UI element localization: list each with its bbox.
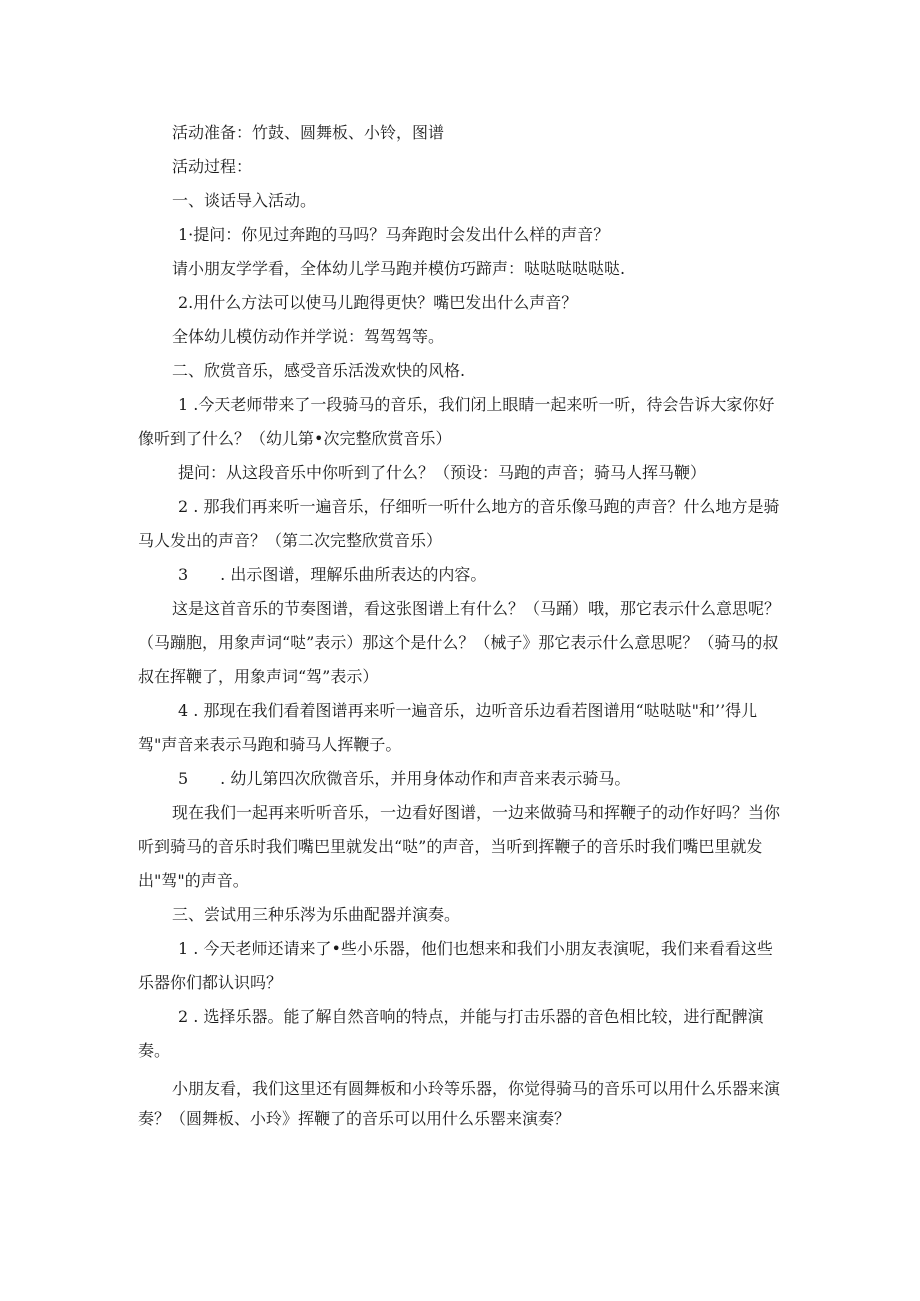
paragraph-2-3: 3 . 出示图谱，理解乐曲所表达的内容。 [178,565,487,584]
paragraph-2-3-detail: 这是这首音乐的节奏图谱，看这张图谱上有什么？（马踊）哦，那它表示什么意思呢？（马蹦胞，用象声词“哒”表示）那这个是什么？（械子》那它表示什么意思呢？（骑马的叔叔在挥鞭了，用象声词“驾”表示） [138,599,781,686]
document-body [138,116,788,1134]
paragraph-activity-preparation: 活动准备：竹鼓、圆舞板、小铃，图谱 [172,123,445,142]
paragraph-2-1: 1 .今天老师带来了一段骑马的音乐，我们闭上眼睛一起来听一听，待会告诉大家你好像听到了什么？（幼儿第•次完整欣赏音乐） [138,395,775,448]
paragraph-2-5-detail: 现在我们一起再来听听音乐，一边看好图谱，一边来做骑马和挥鞭子的动作好吗？当你听到骑马的音乐时我们嘴巴里就发出“哒”的声音，当听到挥鞭子的音乐时我们嘴巴里就发出"驾"的声音。 [138,803,781,890]
paragraph-3-2: 2 . 选择乐器。能了解自然音响的特点，并能与打击乐器的音色相比较，进行配髀演奏。 [138,1007,764,1060]
paragraph-1-2-detail: 全体幼儿模仿动作并学说：驾驾驾等。 [172,327,445,346]
paragraph-2-5: 5 . 幼儿第四次欣微音乐，并用身体动作和声音来表示骑马。 [178,769,631,788]
paragraph-activity-process: 活动过程： [172,157,253,176]
paragraph-3-1: 1 . 今天老师还请来了•些小乐器，他们也想来和我们小朋友表演呢，我们来看看这些乐器你们都认识吗？ [138,939,773,992]
paragraph-2-1-question: 提问：从这段音乐中你听到了什么？（预设：马跑的声音；骑马人挥马鞭） [178,463,707,482]
heading-section-3: 三、尝试用三种乐涔为乐曲配器并演奏。 [172,905,461,924]
heading-section-2: 二、欣赏音乐，感受音乐活泼欢快的风格. [172,361,466,380]
paragraph-3-2-detail: 小朋友看，我们这里还有圆舞板和小玲等乐器，你觉得骑马的音乐可以用什么乐器来演奏？（圆舞板、小玲》挥鞭了的音乐可以用什么乐罂来演奏？ [138,1079,781,1128]
paragraph-2-2: 2 . 那我们再来听一遍音乐，仔细听一听什么地方的音乐像马跑的声音？什么地方是骑马人发出的声音？（第二次完整欣赏音乐） [138,497,780,550]
paragraph-1-1: 1·提问：你见过奔跑的马吗？马奔跑时会发出什么样的声音？ [178,225,610,244]
paragraph-1-2: 2.用什么方法可以使马儿跑得更快？嘴巴发出什么声音？ [178,293,578,312]
heading-section-1: 一、谈话导入活动。 [172,191,317,210]
paragraph-2-4: 4 . 那现在我们看着图谱再来听一遍音乐，边听音乐边看若图谱用“哒哒哒"和’’得儿驾"声音来表示马跑和骑马人挥鞭子。 [138,701,758,754]
paragraph-1-1-detail: 请小朋友学学看，全体幼儿学马跑并模仿巧蹄声：哒哒哒哒哒哒. [172,259,626,278]
